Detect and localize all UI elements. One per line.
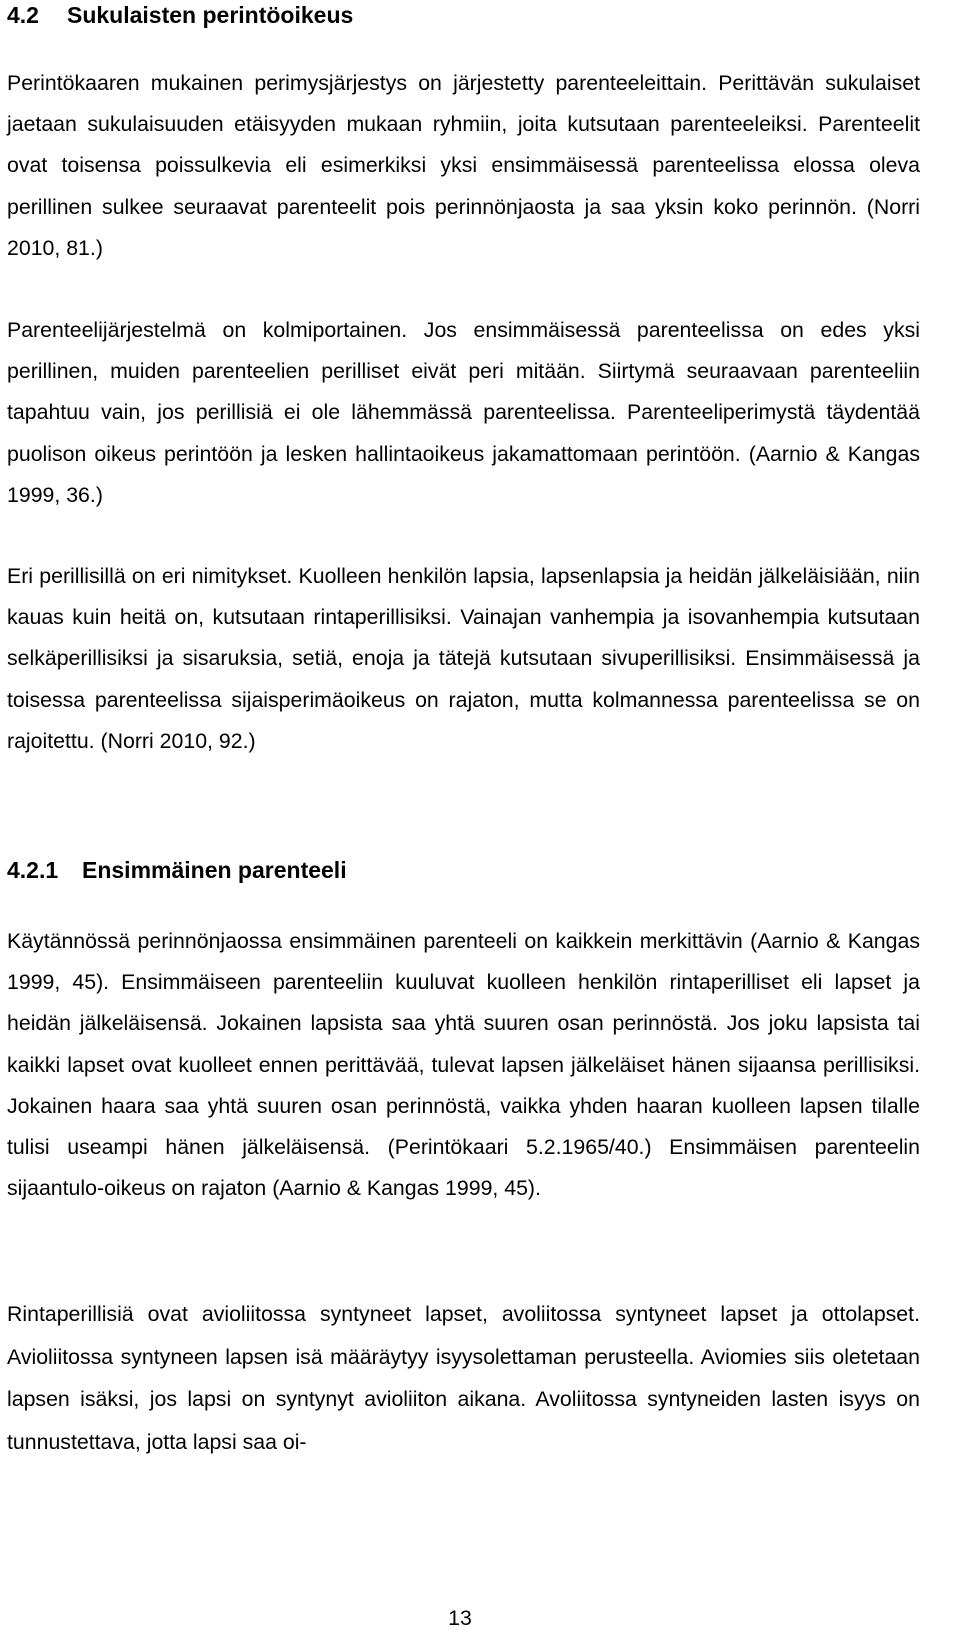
body-paragraph: Parenteelijärjestelmä on kolmiportainen. Jos ensimmäisessä parenteelissa on edes yksi perillinen, muiden parenteelien perilliset eivät peri mitään. Siirtymä seuraavaan parenteeliin tapahtuu vain, jos perillisiä ei ole lähemmässä parenteelissa. Parenteeliperimystä täydentää puolison oikeus perintöön ja lesken hallintaoikeus jakamattomaan perintöön. (Aarnio & Kangas 1999, 36.) bbox=[7, 318, 920, 507]
section-heading bbox=[7, 1, 353, 29]
page-number: 13 bbox=[448, 1606, 472, 1630]
subsection-heading bbox=[7, 856, 347, 884]
body-paragraph: Rintaperillisiä ovat avioliitossa syntyneet lapset, avoliitossa syntyneet lapset ja ottolapset. Avioliitossa syntyneen lapsen isä määräytyy isyysolettaman perusteella. Aviomies siis oletetaan lapsen isäksi, jos lapsi on syntynyt avioliiton aikana. Avoliitossa syntyneiden lasten isyys on tunnustettava, jotta lapsi saa oi- bbox=[7, 1302, 920, 1454]
body-paragraph: Eri perillisillä on eri nimitykset. Kuolleen henkilön lapsia, lapsenlapsia ja heidän jälkeläisiään, niin kauas kuin heitä on, kutsutaan rintaperillisiksi. Vainajan vanhempia ja isovanhempia kutsutaan selkäperillisiksi ja sisaruksia, setiä, enoja ja tätejä kutsutaan sivuperillisiksi. Ensimmäisessä ja toisessa parenteelissa sijaisperimäoikeus on rajaton, mutta kolmannessa parenteelissa se on rajoitettu. (Norri 2010, 92.) bbox=[7, 564, 920, 753]
body-paragraph: Perintökaaren mukainen perimysjärjestys on järjestetty parenteeleittain. Perittävän sukulaiset jaetaan sukulaisuuden etäisyyden mukaan ryhmiin, joita kutsutaan parenteeleiksi. Parenteelit ovat toisensa poissulkevia eli esimerkiksi yksi ensimmäisessä parenteelissa elossa oleva perillinen sulkee seuraavat parenteelit pois perinnönjaosta ja saa yksin koko perinnön. (Norri 2010, 81.) bbox=[7, 71, 920, 260]
subsection-number: 4.2.1 bbox=[7, 857, 59, 883]
section-number: 4.2 bbox=[7, 2, 39, 28]
section-title: Sukulaisten perintöoikeus bbox=[67, 2, 354, 28]
body-paragraph: Käytännössä perinnönjaossa ensimmäinen parenteeli on kaikkein merkittävin (Aarnio & Kangas 1999, 45). Ensimmäiseen parenteeliin kuuluvat kuolleen henkilön rintaperilliset eli lapset ja heidän jälkeläisensä. Jokainen lapsista saa yhtä suuren osan perinnöstä. Jos joku lapsista tai kaikki lapset ovat kuolleet ennen perittävää, tulevat lapsen jälkeläiset hänen sijaansa perillisiksi. Jokainen haara saa yhtä suuren osan perinnöstä, vaikka yhden haaran kuolleen lapsen tilalle tulisi useampi hänen jälkeläisensä. (Perintökaari 5.2.1965/40.) Ensimmäisen parenteelin sijaantulo-oikeus on rajaton (Aarnio & Kangas 1999, 45). bbox=[7, 929, 920, 1201]
subsection-title: Ensimmäinen parenteeli bbox=[82, 857, 347, 883]
